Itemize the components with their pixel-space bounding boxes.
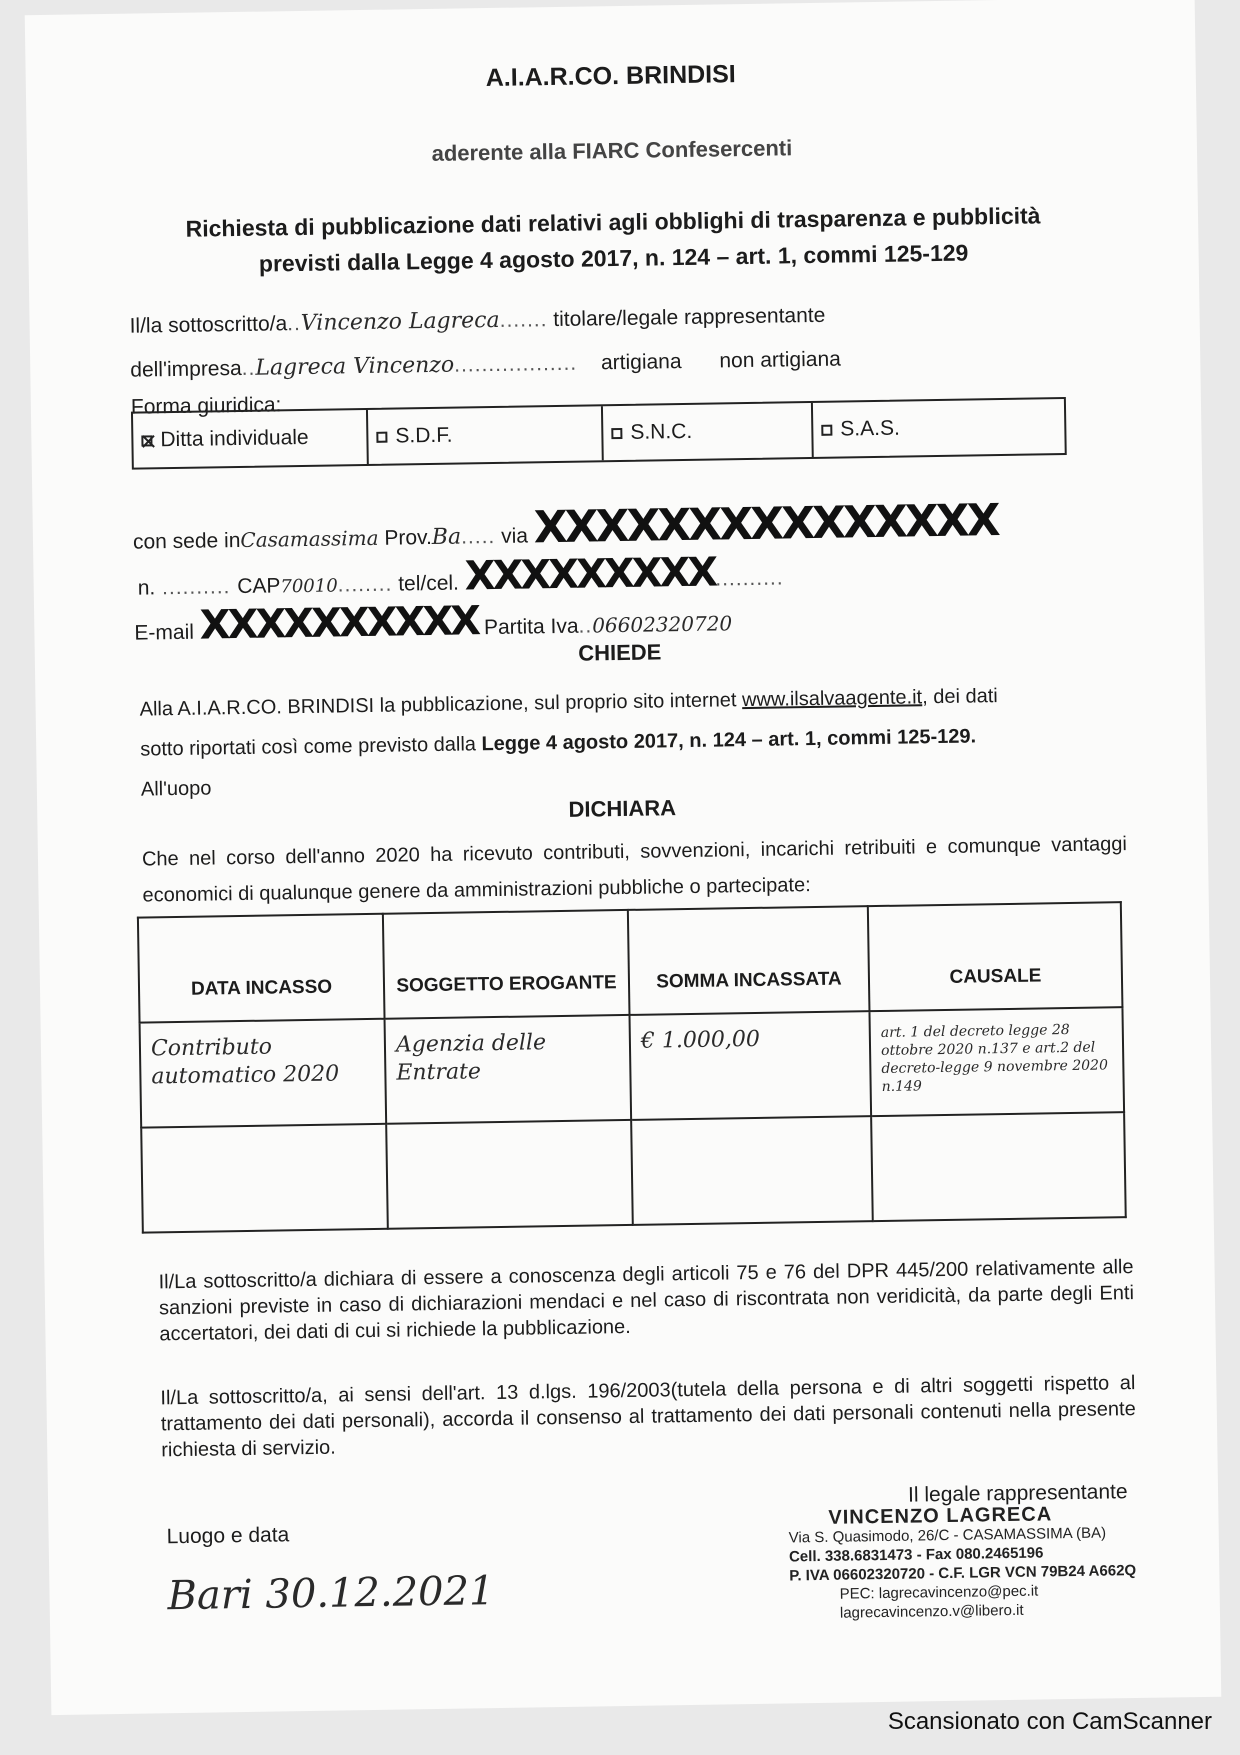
stamp-vat: P. IVA 06602320720 - C.F. LGR VCN 79B24 A662Q	[789, 1562, 1137, 1585]
prov-value: Ba	[431, 524, 462, 550]
column-header: DATA INCASSO	[138, 914, 385, 1023]
table-cell	[869, 1007, 1124, 1116]
legal-form-option-sdf[interactable]	[368, 406, 604, 464]
table-cell	[385, 1015, 632, 1124]
table-row	[141, 1112, 1126, 1232]
dichiara-heading: DICHIARA	[568, 795, 677, 822]
chiede-text-cont: , dei dati	[921, 685, 998, 709]
cap-value: 70010	[280, 575, 338, 598]
legal-rep-label: Il legale rappresentante	[907, 1480, 1128, 1507]
chiede-paragraph	[139, 674, 1126, 809]
signer-label: Il/la sottoscritto/a	[129, 312, 288, 338]
table-cell	[140, 1019, 387, 1128]
table-cell	[386, 1120, 633, 1229]
cell-text: € 1.000,00	[640, 1026, 761, 1054]
legal-form-option-label: S.N.C.	[630, 419, 693, 444]
address-line: con sede inCasamassima Prov.Ba..... via XXXXXXXXXXXXXXX	[132, 495, 998, 554]
chiede-text: Alla A.I.A.R.CO. BRINDISI la pubblicazione, sul proprio sito internet	[139, 689, 743, 721]
company-label: dell'impresa	[130, 356, 242, 382]
document-subtitle: aderente alla FIARC Confesercenti	[431, 135, 793, 166]
checkbox-icon	[611, 427, 622, 438]
piva-label: Partita Iva	[483, 614, 579, 640]
legal-form-option-label: S.D.F.	[395, 423, 453, 448]
signer-line: Il/la sottoscritto/a..Vincenzo Lagreca....... titolare/legale rappresentante	[129, 303, 826, 338]
table-cell	[629, 1011, 871, 1120]
legal-form-option-label: Ditta individuale	[160, 425, 309, 452]
request-title-line2: previsti dalla Legge 4 agosto 2017, n. 124 – art. 1, commi 125-129	[258, 239, 969, 277]
column-header: CAUSALE	[868, 902, 1123, 1011]
email-line: E-mail XXXXXXXXXX Partita Iva..06602320720	[134, 598, 733, 649]
declaration-paragraph-1: Il/La sottoscritto/a dichiara di essere a conoscenza degli articoli 75 e 76 del DPR 445/200 relativamente alle sanzioni previste in caso di dichiarazioni mendaci e nel caso di riscontrata non veridicità, da parte degli Enti accertatori, dei dati di cui si richiede la pubblicazione.	[158, 1256, 1135, 1346]
chiede-allupo: All'uopo	[140, 777, 212, 801]
email-label: E-mail	[134, 620, 195, 645]
request-title-line1: Richiesta di pubblicazione dati relativi agli obblighi di trasparenza e pubblicità	[185, 202, 1041, 242]
column-header: SOGGETTO EROGANTE	[383, 910, 630, 1019]
stamp-address: Via S. Quasimodo, 26/C - CASAMASSIMA (BA)	[788, 1524, 1107, 1547]
tel-label: tel/cel.	[398, 571, 460, 596]
place-date-value: Bari 30.12.2021	[167, 1568, 495, 1620]
via-label: via	[500, 524, 529, 548]
stamp-email: lagrecavincenzo.v@libero.it	[839, 1601, 1024, 1622]
dichiara-paragraph: Che nel corso dell'anno 2020 ha ricevuto contributi, sovvenzioni, incarichi retribuiti e comunque vantaggi economici di qualunque genere da amministrazioni pubbliche o partecipate:	[141, 833, 1128, 907]
cell-text: Agenzia delle Entrate	[395, 1030, 547, 1086]
non-artigiana-option: non artigiana	[719, 347, 842, 373]
stamp-pec: PEC: lagrecavincenzo@pec.it	[839, 1582, 1039, 1603]
table-row	[140, 1007, 1125, 1127]
table-cell	[141, 1124, 388, 1233]
prov-label: Prov.	[384, 525, 433, 550]
cap-label: CAP	[237, 574, 281, 599]
document-title: A.I.A.R.CO. BRINDISI	[485, 60, 736, 93]
stamp-phone: Cell. 338.6831473 - Fax 080.2465196	[788, 1544, 1044, 1566]
checkbox-icon	[821, 424, 832, 435]
column-header: SOMMA INCASSATA	[628, 906, 870, 1015]
company-name: Lagreca Vincenzo	[255, 352, 455, 381]
scanner-watermark: Scansionato con CamScanner	[887, 1708, 1212, 1735]
company-line: dell'impresa..Lagreca Vincenzo.................. artigiana non artigiana	[130, 347, 842, 382]
chiede-law-reference: Legge 4 agosto 2017, n. 124 – art. 1, commi 125-129.	[481, 725, 977, 756]
legal-form-label: Forma giuridica:	[130, 393, 282, 419]
sede-label: con sede in	[132, 528, 241, 554]
place-date-label: Luogo e data	[166, 1523, 290, 1549]
website-link[interactable]: www.ilsalvaagente.it	[741, 686, 923, 712]
checkbox-icon	[376, 431, 387, 442]
contact-line: n. .......... CAP70010........ tel/cel. XXXXXXXXX..........	[137, 549, 784, 600]
declaration-paragraph-2: Il/La sottoscritto/a, ai sensi dell'art. 13 d.lgs. 196/2003(tutela della persona e di altri soggetti rispetto al trattamento dei dati personali), accorda il consenso al trattamento dei dati personali contenuti nella presente richiesta di servizio.	[160, 1372, 1136, 1462]
document-sheet	[25, 0, 1222, 1715]
signer-name: Vincenzo Lagreca	[300, 307, 500, 336]
table-cell	[631, 1116, 873, 1225]
email-redacted: XXXXXXXXXX	[199, 598, 479, 649]
sede-value: Casamassima	[240, 525, 379, 552]
via-redacted: XXXXXXXXXXXXXXX	[533, 495, 998, 554]
role-label: titolare/legale rappresentante	[553, 303, 826, 332]
chiede-text-law-intro: sotto riportati così come previsto dalla	[140, 733, 482, 761]
table-header-row	[138, 902, 1123, 1022]
legal-form-option-ditta[interactable]	[133, 410, 369, 468]
stamp-name: VINCENZO LAGRECA	[828, 1503, 1053, 1529]
contributions-table	[137, 901, 1127, 1233]
cell-text: Contributo automatico 2020	[150, 1034, 340, 1090]
legal-form-option-sas[interactable]	[813, 399, 1065, 457]
artigiana-option: artigiana	[600, 350, 682, 375]
piva-value: 06602320720	[592, 611, 733, 638]
cell-text: art. 1 del decreto legge 28 ottobre 2020 n.137 e art.2 del decreto-legge 9 novembre 2020 n.149	[880, 1022, 1109, 1095]
table-cell	[871, 1112, 1126, 1221]
tel-redacted: XXXXXXXXX	[464, 549, 716, 600]
chiede-heading: CHIEDE	[578, 639, 662, 666]
legal-form-option-label: S.A.S.	[840, 416, 901, 441]
checked-box-icon	[141, 435, 152, 446]
company-stamp	[788, 1504, 1150, 1624]
legal-form-option-snc[interactable]	[603, 403, 814, 460]
number-label: n.	[137, 576, 156, 600]
